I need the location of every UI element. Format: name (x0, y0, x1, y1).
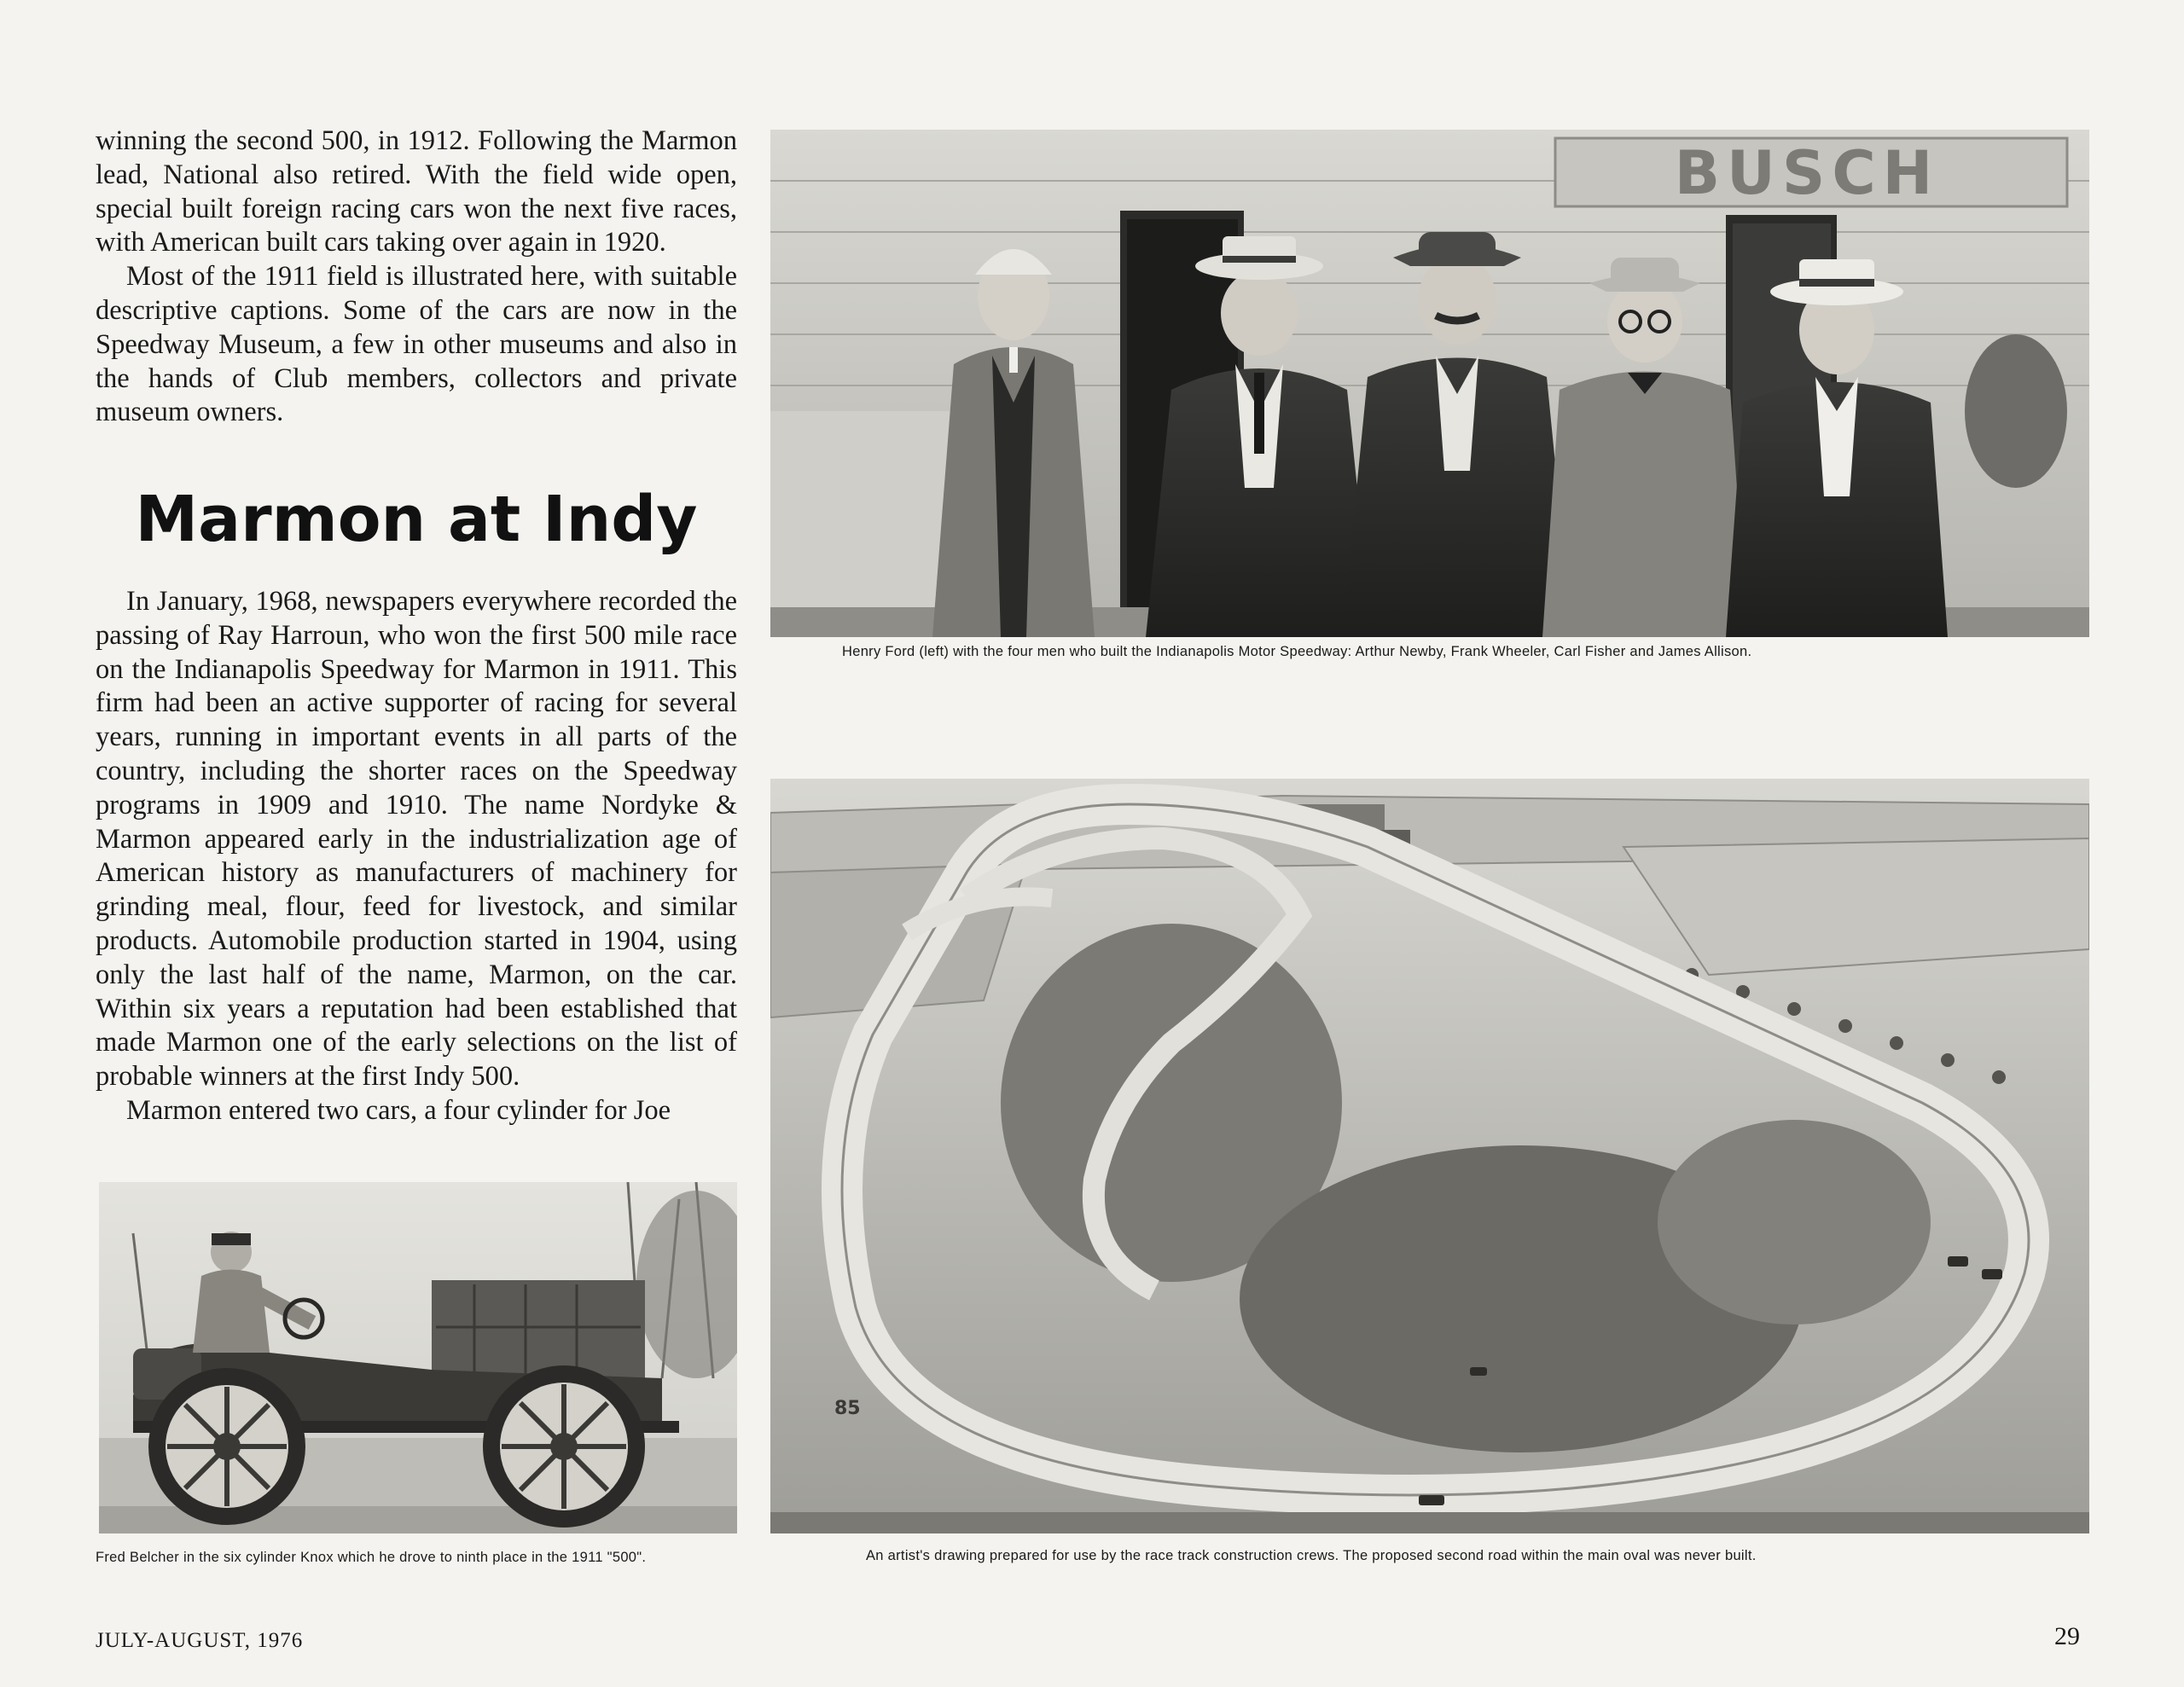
front-wheel (148, 1368, 305, 1525)
knox-car-photo (99, 1182, 737, 1533)
rear-wheel (483, 1365, 645, 1528)
founders-caption: Henry Ford (left) with the four men who built the Indianapolis Motor Speedway: Arthur Newby, Frank Wheeler, Carl Fisher and James Allison. (842, 644, 1752, 659)
intro-paragraph-1: winning the second 500, in 1912. Following the Marmon lead, National also retired. With the field wide open, special built foreign racing cars won the next five races, with American built cars taking over again in 1920. (96, 125, 737, 258)
issue-date: JULY-AUGUST, 1976 (96, 1629, 304, 1652)
body-paragraph-1: In January, 1968, newspapers everywhere recorded the passing of Ray Harroun, who won the first 500 mile race on the Indianapolis Speedway for Marmon in 1911. This firm had been an active supporter of racing for several years, running in important events in all parts of the country, including the shorter races on the Speedway programs in 1909 and 1910. The name Nordyke & Marmon appeared early in the industrialization age of American history as manufacturers of machinery for grinding meal, flour, feed for livestock, and similar products. Automobile production started in 1904, using only the last half of the name, Marmon, on the car. Within six years a reputation had been established that made Marmon one of the early selections on the list of probable winners at the first Indy 500. (96, 586, 737, 1093)
founders-photo (770, 130, 2089, 637)
speedway-drawing (770, 779, 2089, 1533)
busch-sign-text: BUSCH (1674, 138, 1940, 208)
body-text (96, 585, 737, 1128)
intro-text (96, 125, 737, 430)
page-number: 29 (2054, 1622, 2080, 1650)
track-car-number: 85 (834, 1398, 861, 1419)
knox-caption: Fred Belcher in the six cylinder Knox which he drove to ninth place in the 1911 "500". (96, 1550, 647, 1565)
intro-paragraph-2: Most of the 1911 field is illustrated here, with suitable descriptive captions. Some of the cars are now in the Speedway Museum, a few in other museums and also in the hands of Club members, collectors and private museum owners. (96, 261, 737, 428)
speedway-caption: An artist's drawing prepared for use by the race track construction crews. The proposed second road within the main oval was never built. (866, 1548, 1757, 1563)
body-paragraph-2: Marmon entered two cars, a four cylinder for Joe (126, 1094, 671, 1126)
article-headline: Marmon at Indy (135, 483, 698, 556)
